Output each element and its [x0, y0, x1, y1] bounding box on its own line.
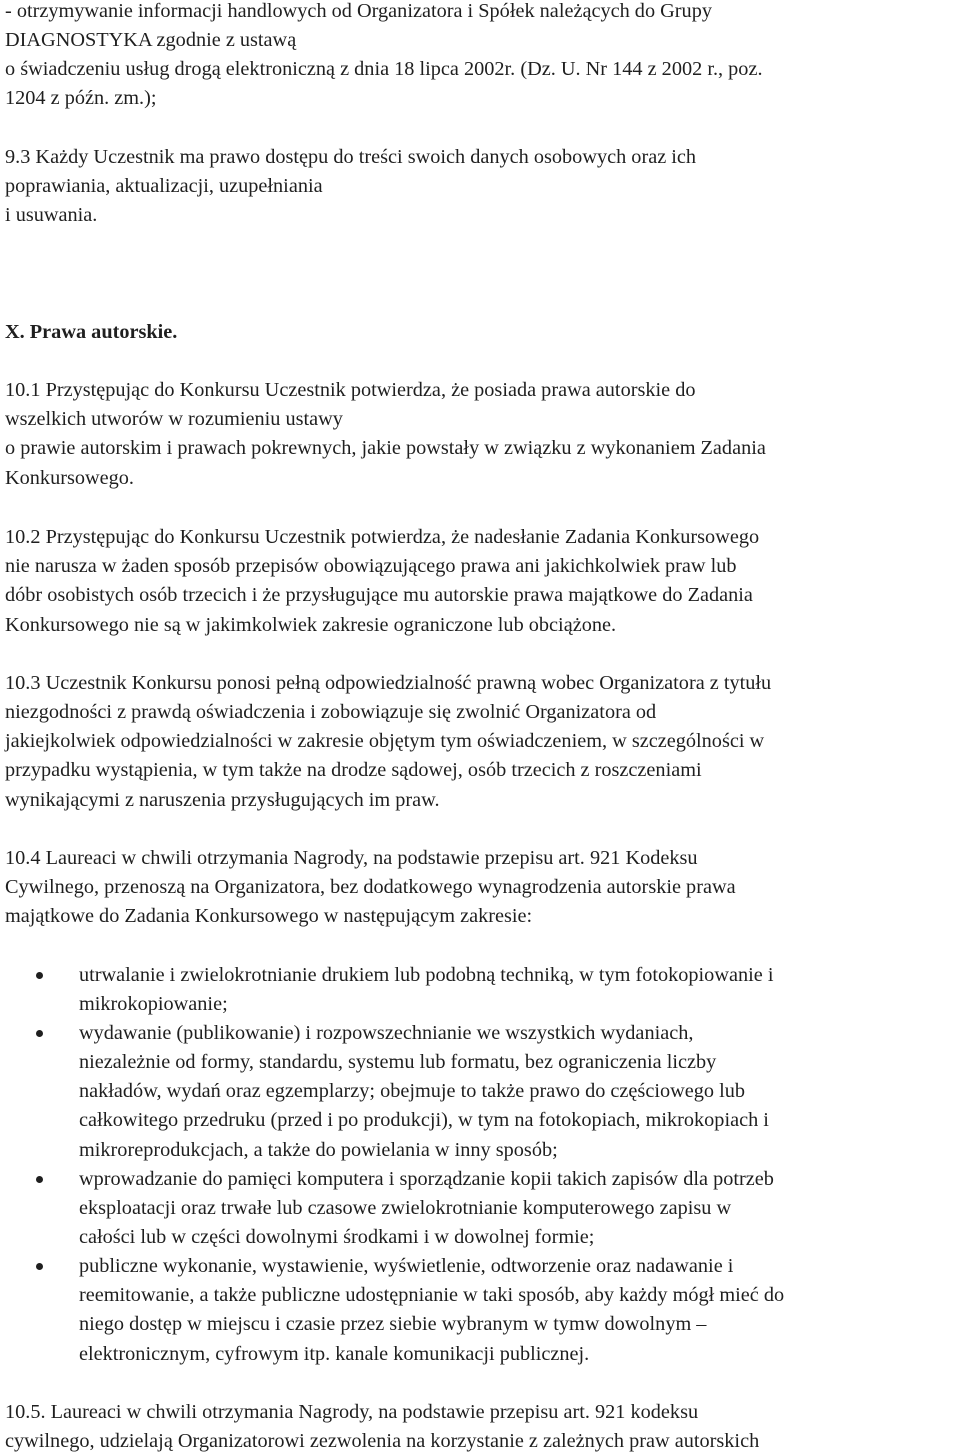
text-line: o prawie autorskim i prawach pokrewnych, jakie powstały w związku z wykonaniem Zadania: [5, 437, 766, 459]
text-line: nie narusza w żaden sposób przepisów obowiązującego prawa ani jakichkolwiek praw lub: [5, 555, 737, 577]
text-line: reemitowanie, a także publiczne udostępnianie w taki sposób, aby każdy mógł mieć do: [79, 1284, 785, 1306]
bullet-icon: [36, 1030, 43, 1037]
text-line: 1204 z późn. zm.);: [5, 87, 157, 109]
text-line: 9.3 Każdy Uczestnik ma prawo dostępu do treści swoich danych osobowych oraz ich: [5, 146, 697, 168]
text-line: cywilnego, udzielają Organizatorowi zezwolenia na korzystanie z zależnych praw autorskich: [5, 1430, 760, 1452]
text-line: wszelkich utworów w rozumieniu ustawy: [5, 408, 343, 430]
text-line: 10.4 Laureaci w chwili otrzymania Nagrody, na podstawie przepisu art. 921 Kodeksu: [5, 847, 698, 869]
text-line: 10.1 Przystępując do Konkursu Uczestnik potwierdza, że posiada prawa autorskie do: [5, 379, 696, 401]
text-line: 10.2 Przystępując do Konkursu Uczestnik potwierdza, że nadesłanie Zadania Konkursowego: [5, 526, 760, 548]
text-line: publiczne wykonanie, wystawienie, wyświetlenie, odtworzenie oraz nadawanie i: [79, 1255, 734, 1277]
text-line: elektronicznym, cyfrowym itp. kanale komunikacji publicznej.: [79, 1343, 590, 1365]
text-line: majątkowe do Zadania Konkursowego w następującym zakresie:: [5, 905, 533, 927]
text-line: mikroreprodukcjach, a także do powielania w inny sposób;: [79, 1139, 558, 1161]
text-line: całości lub w części dowolnymi środkami i w dowolnej formie;: [79, 1226, 595, 1248]
text-line: Konkursowego.: [5, 467, 134, 489]
bullet-icon: [36, 1263, 43, 1270]
text-line: DIAGNOSTYKA zgodnie z ustawą: [5, 29, 297, 51]
text-line: o świadczeniu usług drogą elektroniczną z dnia 18 lipca 2002r. (Dz. U. Nr 144 z 2002 r., poz.: [5, 58, 763, 80]
bullet-icon: [36, 972, 43, 979]
text-line: utrwalanie i zwielokrotnianie drukiem lub podobną techniką, w tym fotokopiowanie i: [79, 964, 774, 986]
text-line: niezgodności z prawdą oświadczenia i zobowiązuje się zwolnić Organizatora od: [5, 701, 657, 723]
bullet-icon: [36, 1176, 43, 1183]
text-line: nakładów, wydań oraz egzemplarzy; obejmuje to także prawo do częściowego lub: [79, 1080, 746, 1102]
text-line: przypadku wystąpienia, w tym także na drodze sądowej, osób trzecich z roszczeniami: [5, 759, 702, 781]
text-line: i usuwania.: [5, 204, 98, 226]
text-line: jakiejkolwiek odpowiedzialności w zakresie objętym tym oświadczeniem, w szczególności w: [5, 730, 765, 752]
text-line: mikrokopiowanie;: [79, 993, 228, 1015]
text-line: dóbr osobistych osób trzecich i że przysługujące mu autorskie prawa majątkowe do Zadania: [5, 584, 753, 606]
text-line: Cywilnego, przenoszą na Organizatora, bez dodatkowego wynagrodzenia autorskie prawa: [5, 876, 736, 898]
text-line: całkowitego przedruku (przed i po produkcji), w tym na fotokopiach, mikrokopiach i: [79, 1109, 769, 1131]
text-line: niego dostęp w miejscu i czasie przez siebie wybranym w tymw dowolnym –: [79, 1313, 707, 1335]
section-heading: X. Prawa autorskie.: [5, 321, 178, 343]
text-line: wydawanie (publikowanie) i rozpowszechnianie we wszystkich wydaniach,: [79, 1022, 694, 1044]
text-line: - otrzymywanie informacji handlowych od Organizatora i Spółek należących do Grupy: [5, 0, 712, 22]
text-line: 10.3 Uczestnik Konkursu ponosi pełną odpowiedzialność prawną wobec Organizatora z tytułu: [5, 672, 772, 694]
text-line: 10.5. Laureaci w chwili otrzymania Nagrody, na podstawie przepisu art. 921 kodeksu: [5, 1401, 699, 1423]
text-line: wynikającymi z naruszenia przysługujących im praw.: [5, 789, 440, 811]
text-line: wprowadzanie do pamięci komputera i sporządzanie kopii takich zapisów dla potrzeb: [79, 1168, 774, 1190]
text-line: poprawiania, aktualizacji, uzupełniania: [5, 175, 323, 197]
text-line: eksploatacji oraz trwałe lub czasowe zwielokrotnianie komputerowego zapisu w: [79, 1197, 732, 1219]
text-line: niezależnie od formy, standardu, systemu lub formatu, bez ograniczenia liczby: [79, 1051, 717, 1073]
text-line: Konkursowego nie są w jakimkolwiek zakresie ograniczone lub obciążone.: [5, 614, 617, 636]
